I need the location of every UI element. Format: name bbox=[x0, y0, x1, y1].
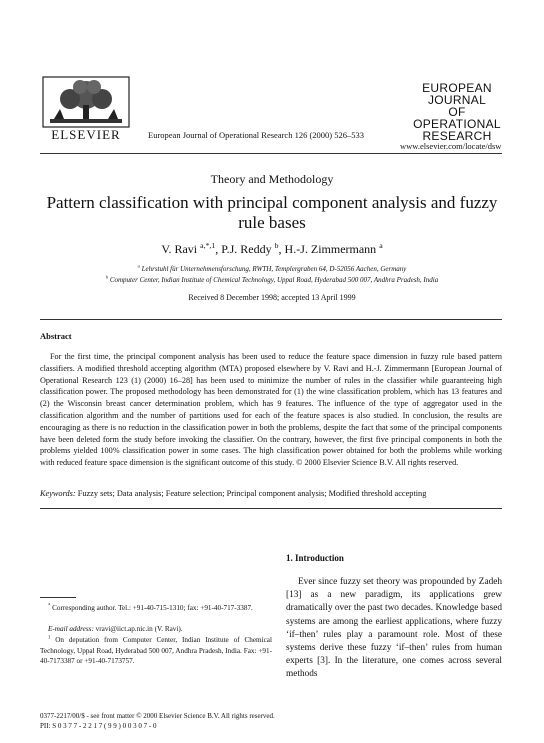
affiliation bbox=[40, 276, 504, 284]
footnote-corresponding bbox=[40, 603, 272, 614]
section-heading: Theory and Methodology bbox=[210, 172, 334, 186]
abstract-heading: Abstract bbox=[40, 331, 72, 341]
affiliation-mark: b bbox=[105, 274, 109, 280]
author-name: , H.-J. Zimmermann bbox=[278, 242, 377, 256]
affiliation-text: Computer Center, Indian Institute of Chemical Technology, Uppal Road, Hyderabad 500 007, Andhra Pradesh, India bbox=[109, 276, 439, 284]
footnote-divider bbox=[40, 597, 76, 598]
affiliation bbox=[40, 265, 504, 273]
footnote-deputation bbox=[40, 635, 272, 667]
affiliation-text: Lehrstuhl für Unternehmensforschung, RWTH, Templergraben 64, D-52056 Aachen, Germany bbox=[141, 265, 407, 273]
author-name: , P.J. Reddy bbox=[215, 242, 272, 256]
pii-line: PII: S 0 3 7 7 - 2 2 1 7 ( 9 9 ) 0 0 3 0 7 - 0 bbox=[40, 722, 157, 730]
journal-logo-line: OF OPERATIONAL bbox=[413, 105, 501, 131]
intro-heading: 1. Introduction bbox=[286, 553, 344, 563]
intro-text: Ever since fuzzy set theory was propounded by Zadeh [13] as a new paradigm, its applications grew dramatically over the past two decades. Knowledge based systems are among the earliest applications, where fuzzy ‘if–then’ rules play a paramount role. Most of these systems derive these fuzzy ‘if–then’ rules from human experts [3]. In the literature, one comes across several methods bbox=[286, 577, 502, 680]
copyright-line: 0377-2217/00/$ - see front matter © 2000 Elsevier Science B.V. All rights reserved. bbox=[40, 712, 275, 720]
journal-logo-line: RESEARCH bbox=[422, 129, 492, 143]
keywords-list: Fuzzy sets; Data analysis; Feature selection; Principal component analysis; Modified threshold accepting bbox=[77, 489, 427, 498]
abstract-text: For the first time, the principal component analysis has been used to reduce the feature space dimension in fuzzy rule based pattern classifiers. A modified threshold accepting algorithm (MTA) proposed elsewhere by V. Ravi and H.-J. Zimmermann [European Journal of Operational Research 123 (1) (2000) 16–28] has been used to minimize the number of rules in the classifier while guaranteeing high classification power. The proposed methodology has been demonstrated for (1) the wine classification problem, which has 13 features and (2) the Wisconsin breast cancer determination problem, which has 9 features. The influence of the type of aggregator used in the classification algorithm and the number of partitions used for each of the feature spaces is also studied. In conclusion, the results are encouraging as there is no reduction in the classification power in both the problems, despite the fact that some of the principal components have been deleted form the study before invoking the classifier. On the contrary, however, the first five principal components in both the problems yielded 100% classification power in some cases. The high classification power obtained for both the problems while working with reduced feature space dimension is the significant outcome of this study. © 2000 Elsevier Science B.V. All rights reserved. bbox=[40, 352, 502, 468]
keywords bbox=[40, 489, 502, 498]
author-list bbox=[40, 242, 504, 257]
paper-title: Pattern classification with principal component analysis and fuzzy rule bases bbox=[46, 193, 498, 232]
author-affiliation-mark: a,*,1 bbox=[200, 241, 216, 250]
footnote-mark: * bbox=[48, 603, 51, 609]
email-label: E-mail address: bbox=[48, 625, 94, 633]
front-matter bbox=[40, 711, 275, 731]
keywords-divider bbox=[40, 508, 502, 509]
header-divider bbox=[40, 153, 502, 154]
footnote-text: On deputation from Computer Center, Indian Institute of Chemical Technology, Uppal Road, Hyderabad 500 007, Andhra Pradesh, India. Fax: +91-40-7173387 or +91-40-7173757. bbox=[40, 636, 272, 665]
elsevier-wordmark: ELSEVIER bbox=[51, 127, 121, 142]
footnote-email bbox=[40, 624, 272, 635]
journal-citation: European Journal of Operational Research 126 (2000) 526–533 bbox=[148, 130, 364, 140]
journal-url[interactable]: www.elsevier.com/locate/dsw bbox=[400, 141, 502, 151]
journal-logo-line: JOURNAL bbox=[427, 93, 487, 107]
affiliation-mark: a bbox=[137, 263, 140, 269]
author-affiliation-mark: a bbox=[379, 241, 383, 250]
elsevier-logo bbox=[40, 75, 132, 143]
footnote-text: Corresponding author. Tel.: +91-40-715-1310; fax: +91-40-717-3387. bbox=[52, 604, 253, 612]
journal-logo bbox=[412, 82, 502, 142]
author-name: V. Ravi bbox=[161, 242, 198, 256]
author-affiliation-mark: b bbox=[274, 241, 279, 250]
abstract-top-divider bbox=[40, 319, 502, 320]
email-address[interactable]: vravi@iict.ap.nic.in (V. Ravi). bbox=[95, 625, 183, 633]
journal-logo-line: EUROPEAN bbox=[422, 81, 492, 95]
received-dates: Received 8 December 1998; accepted 13 April 1999 bbox=[188, 293, 356, 302]
keywords-label: Keywords: bbox=[40, 489, 76, 498]
footnote-mark: 1 bbox=[48, 635, 51, 641]
